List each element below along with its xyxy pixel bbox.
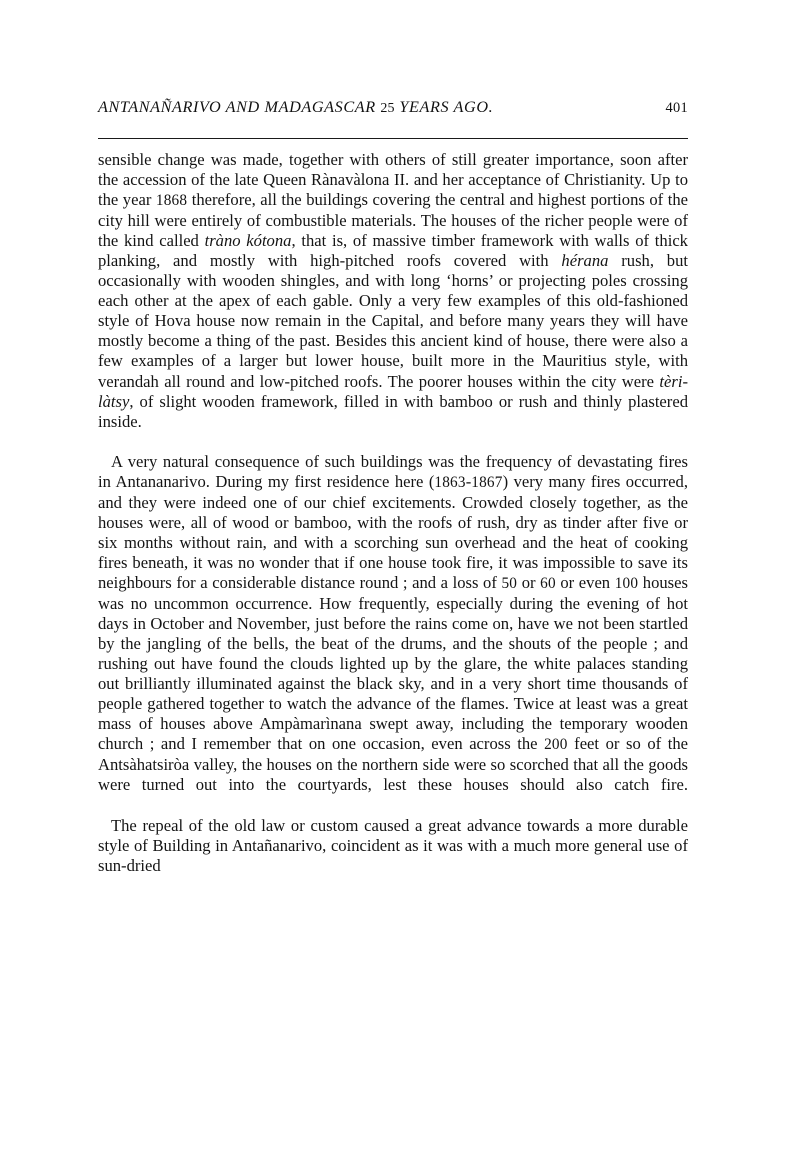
running-head-title <box>98 98 493 117</box>
running-head-tail: YEARS AGO. <box>399 98 494 116</box>
running-head-number: 25 <box>380 101 395 116</box>
paragraph-1: sensible change was made, together with others of still greater importance, soon after the accession of the late Queen Rànavàlona II. and her acceptance of Christianity. Up to the year 1868 therefore, all the buildings covering the central and highest portions of the city hill were entirely of combustible materials. The houses of the richer people were of the kind called tràno kótona, that is, of massive timber framework with walls of thick planking, and mostly with high-pitched roofs covered with hérana rush, but occasionally with wooden shingles, and with long ‘horns’ or projecting poles crossing each other at the apex of each gable. Only a very few examples of this old-fashioned style of Hova house now remain in the Capital, and before many years they will have mostly become a thing of the past. Besides this ancient kind of house, there were also a few examples of a larger but lower house, built more in the Mauritius style, with verandah all round and low-pitched roofs. The poorer houses within the city were tèri-làtsy, of slight wooden framework, filled in with bamboo or rush and thinly plastered inside. <box>98 150 688 431</box>
running-head <box>98 98 688 124</box>
paragraph-3: The repeal of the old law or custom caused a great advance towards a more durable style of Building in Antañanarivo, coincident as it was with a much more general use of sun-dried <box>98 815 688 875</box>
page-folio-number: 401 <box>665 100 688 116</box>
paragraph-2: A very natural consequence of such buildings was the frequency of devastating fires in Antananarivo. During my first residence here (1863-1867) very many fires occurred, and they were indeed one of our chief excitements. Crowded closely together, as the houses were, all of wood or bamboo, with the roofs of rush, dry as tinder after five or six months without rain, and with a scorching sun overhead and the heat of cooking fires beneath, it was no wonder that if one house took fire, it was impossible to save its neighbours for a considerable distance round ; and a loss of 50 or 60 or even 100 houses was no uncommon occurrence. How frequently, especially during the evening of hot days in October and November, just before the rains come on, have we not been startled by the jangling of the bells, the beat of the drums, and the shouts of the people ; and rushing out have found the clouds lighted up by the glare, the white palaces standing out brilliantly illuminated against the black sky, and in a very short time thousands of people gathered together to watch the advance of the flames. Twice at least was a great mass of houses above Ampàmarìnana swept away, including the temporary wooden church ; and I remember that on one occasion, even across the 200 feet or so of the Antsàhatsiròa valley, the houses on the northern side were so scorched that all the goods were turned out into the courtyards, lest these houses should also catch fire. <box>98 451 689 795</box>
body-text-block <box>98 150 688 876</box>
running-head-main: ANTANAÑARIVO AND MADAGASCAR <box>98 98 376 116</box>
header-rule-divider <box>98 138 688 139</box>
